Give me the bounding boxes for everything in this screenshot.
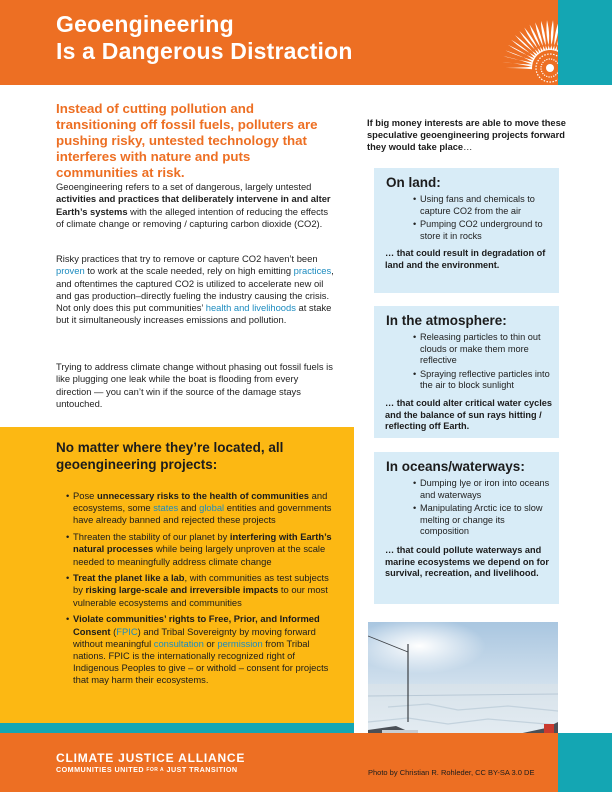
land-result: … that could result in degradation of land and the environment. <box>385 248 546 270</box>
land-box <box>374 168 559 293</box>
atmosphere-box <box>374 306 559 438</box>
oceans-box <box>374 452 559 604</box>
paragraph-risky-practices: Risky practices that try to remove or capture CO2 haven’t been proven to work at the scale needed, rely on high emitting practices, and oftentimes the captured CO2 is utilized to accelerate new oil and gas production–directly fueling the industry causing the crisis. Not only does this put communities’ health and livelihoods at stake but it simultaneously increases emissions and pollution. <box>56 253 334 326</box>
oceans-list <box>414 478 554 540</box>
sunflower-petal <box>550 20 554 50</box>
oceans-result: … that could pollute waterways and marine ecosystems we depend on for survival, recreation, and livelihood. <box>385 545 549 578</box>
atmosphere-result: … that could alter critical water cycles and the balance of sun rays hitting / reflecting off Earth. <box>385 398 552 431</box>
page-title <box>56 11 353 65</box>
sunflower-petal <box>504 56 533 65</box>
oceans-box-title: In oceans/waterways: <box>386 459 525 474</box>
list-item: • Treat the planet like a lab, with communities as test subjects by risking large-scale and irreversible impacts to our most vulnerable ecosystems and communities <box>67 572 337 609</box>
land-box-title: On land: <box>386 175 441 190</box>
atmosphere-list <box>414 332 554 394</box>
photo-credit: Photo by Christian R. Rohleder, CC BY-SA 3.0 DE <box>368 768 535 777</box>
title-line-2: Is a Dangerous Distraction <box>56 38 353 64</box>
list-item: • Pose unnecessary risks to the health of communities and ecosystems, some states and global entities and governments have already banned and rejected these projects <box>67 490 337 527</box>
link-health-livelihoods[interactable]: health and livelihoods <box>205 302 296 314</box>
projects-bullet-list <box>67 490 337 691</box>
org-tagline: COMMUNITIES UNITED FOR A JUST TRANSITION <box>56 765 238 774</box>
list-item: • Pumping CO2 underground to store it in rocks <box>414 219 554 242</box>
link-consultation[interactable]: consultation <box>153 637 204 649</box>
header-teal-accent <box>558 0 612 85</box>
org-name-logo: CLIMATE JUSTICE ALLIANCE <box>56 751 246 765</box>
footer-teal-accent <box>558 733 612 792</box>
teal-divider-strip <box>0 723 354 733</box>
list-item: • Manipulating Arctic ice to slow melting or change its composition <box>414 503 554 538</box>
list-item: • Violate communities’ rights to Free, Prior, and Informed Consent (FPIC) and Tribal Sovereignty by moving forward without meaningful consultation or permission from Tribal nations. FPIC is the internationally recognized right of Indigenous Peoples to give – or withold – consent for projects that may harm their ecosystems. <box>67 613 337 686</box>
link-permission[interactable]: permission <box>217 637 263 649</box>
paragraph-definition: Geoengineering refers to a set of dangerous, largely untested activities and practices that deliberately intervene in and alter Earth’s systems with the alleged intention of reducing the effects of climate change or removing / capturing carbon dioxide (CO2). <box>56 181 331 229</box>
list-item: • Threaten the stability of our planet by interfering with Earth’s natural processes while being largely unproven at the scale needed to meaningfully address climate change <box>67 531 337 568</box>
header-banner <box>0 0 612 85</box>
link-fpic[interactable]: FPIC <box>116 625 138 637</box>
link-proven[interactable]: proven <box>56 265 85 277</box>
link-practices[interactable]: practices <box>293 265 332 277</box>
link-states[interactable]: states <box>153 502 179 514</box>
right-column-lead: If big money interests are able to move these speculative geoengineering projects forward they would take place… <box>367 118 566 153</box>
list-item: • Spraying reflective particles into the air to block sunlight <box>414 369 554 392</box>
atmosphere-box-title: In the atmosphere: <box>386 313 507 328</box>
land-list <box>414 194 554 244</box>
intro-statement: Instead of cutting pollution and transitioning off fossil fuels, polluters are pushing risky, untested technology that interferes with nature and puts communities at risk. <box>56 101 318 180</box>
list-item: • Dumping lye or iron into oceans and waterways <box>414 478 554 501</box>
paragraph-boat-analogy: Trying to address climate change without phasing out fossil fuels is like plugging one leak while the boat is flooding from every direction — you can’t win if the source of the damage stays untouched. <box>56 361 333 409</box>
yellow-panel-title: No matter where they’re located, all geoengineering projects: <box>56 440 284 472</box>
sunflower-petal <box>546 20 550 50</box>
list-item: • Using fans and chemicals to capture CO2 from the air <box>414 194 554 217</box>
list-item: • Releasing particles to thin out clouds or make them more reflective <box>414 332 554 367</box>
link-global[interactable]: global <box>199 502 225 514</box>
sunflower-petal <box>502 67 532 70</box>
title-line-1: Geoengineering <box>56 11 234 37</box>
